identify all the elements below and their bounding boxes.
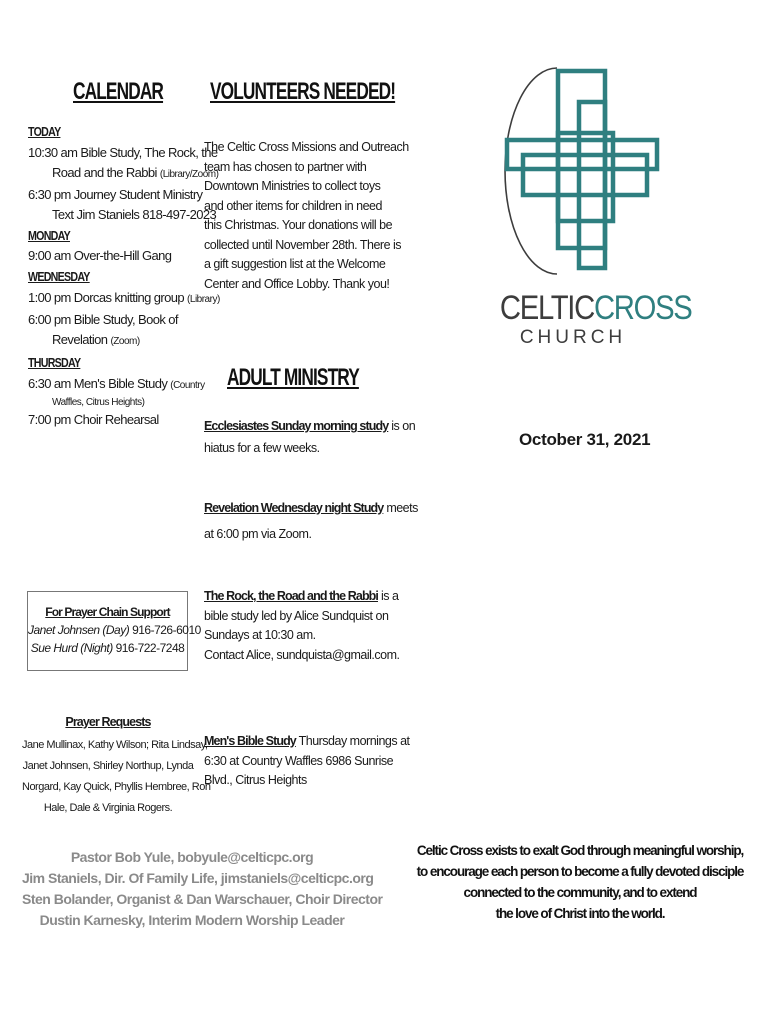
celtic-cross-icon — [495, 62, 675, 284]
thursday-event-1: 6:30 am Men's Bible Study (Country — [28, 376, 205, 391]
volunteers-line: Center and Office Lobby. Thank you! — [204, 276, 390, 291]
rock-block: The Rock, the Road and the Rabbi is a bible study led by Alice Sundquist on Sundays at 10:30 am. Contact Alice, sundquista@gmail.com. — [204, 587, 384, 665]
today-event-2-cont: Text Jim Staniels 818-497-2023 — [52, 207, 217, 222]
prayer-chain-contact: Janet Johnsen (Day) 916-726-6010 — [28, 623, 201, 637]
adult-ministry-title: ADULT MINISTRY — [227, 364, 359, 391]
staff-line: Dustin Karnesky, Interim Modern Worship Leader — [39, 912, 345, 928]
prayer-chain-box — [27, 591, 201, 671]
prayer-request-line: Norgard, Kay Quick, Phyllis Hembree, Ron — [22, 781, 211, 793]
volunteers-title: VOLUNTEERS NEEDED! — [210, 78, 396, 105]
mission-line: Celtic Cross exists to exalt God through meaningful worship, — [416, 843, 744, 858]
volunteers-line: this Christmas. Your donations will be — [204, 218, 393, 232]
bulletin-date: October 31, 2021 — [519, 430, 651, 449]
rock-line: Sundays at 10:30 am. — [204, 628, 316, 642]
rock-title: The Rock, the Road and the Rabbi — [204, 589, 378, 603]
prayer-request-line: Jane Mullinax, Kathy Wilson; Rita Lindsay, — [22, 739, 208, 751]
today-event-1-cont: Road and the Rabbi (Library/Zoom) — [52, 165, 219, 180]
monday-event-1: 9:00 am Over-the-Hill Gang — [28, 248, 172, 263]
prayer-requests — [22, 715, 211, 819]
thursday-event-2: 7:00 pm Choir Rehearsal — [28, 412, 159, 427]
volunteers-text — [204, 138, 409, 294]
rock-contact: Contact Alice, sundquista@gmail.com. — [204, 647, 400, 662]
ecclesiastes-title: Ecclesiastes Sunday morning study — [204, 419, 389, 433]
volunteers-line: team has chosen to partner with — [204, 159, 367, 174]
wednesday-event-1: 1:00 pm Dorcas knitting group (Library) — [28, 290, 220, 305]
logo-word-church: CHURCH — [519, 327, 627, 348]
wednesday-event-2: 6:00 pm Bible Study, Book of — [28, 312, 178, 327]
church-logo — [495, 62, 675, 284]
logo-word-cross: CROSS — [593, 289, 692, 327]
thursday-event-1-cont: Waffles, Citrus Heights) — [52, 397, 145, 408]
revelation-title: Revelation Wednesday night Study — [204, 501, 384, 515]
wednesday-event-2-cont: Revelation (Zoom) — [52, 332, 140, 347]
today-label: TODAY — [28, 124, 61, 139]
monday-label: MONDAY — [28, 228, 70, 243]
calendar-title: CALENDAR — [73, 78, 164, 105]
mens-title: Men's Bible Study — [204, 734, 296, 748]
mens-line: Blvd., Citrus Heights — [204, 773, 307, 787]
thursday-label: THURSDAY — [28, 355, 81, 370]
volunteers-line: and other items for children in need — [204, 198, 382, 213]
staff-list — [22, 847, 383, 931]
volunteers-line: collected until November 28th. There is — [204, 237, 402, 252]
mission-line: to encourage each person to become a fully devoted disciple — [416, 864, 744, 879]
logo-word-celtic: CELTIC — [499, 289, 594, 327]
prayer-requests-title: Prayer Requests — [65, 715, 151, 729]
mission-line: connected to the community, and to extend — [463, 885, 697, 900]
prayer-chain-contact: Sue Hurd (Night) 916-722-7248 — [30, 641, 185, 655]
today-event-2: 6:30 pm Journey Student Ministry — [28, 187, 203, 202]
today-event-1: 10:30 am Bible Study, The Rock, the — [28, 145, 218, 160]
mission-statement — [410, 840, 750, 924]
ecclesiastes-line: hiatus for a few weeks. — [204, 441, 320, 455]
prayer-chain-title: For Prayer Chain Support — [45, 605, 170, 619]
mission-line: the love of Christ into the world. — [495, 906, 665, 921]
volunteers-line: The Celtic Cross Missions and Outreach — [204, 140, 409, 154]
volunteers-line: Downtown Ministries to collect toys — [204, 179, 381, 193]
revelation-block: Revelation Wednesday night Study meets at 6:00 pm via Zoom. — [204, 495, 384, 547]
mens-line: 6:30 at Country Waffles 6986 Sunrise — [204, 753, 394, 768]
wednesday-label: WEDNESDAY — [28, 269, 90, 284]
logo-wordmark — [488, 289, 692, 349]
prayer-request-line: Janet Johnsen, Shirley Northup, Lynda — [22, 760, 194, 772]
rock-line: bible study led by Alice Sundquist on — [204, 608, 389, 623]
prayer-request-line: Hale, Dale & Virginia Rogers. — [43, 802, 173, 814]
volunteers-line: a gift suggestion list at the Welcome — [204, 257, 386, 271]
staff-line: Pastor Bob Yule, bobyule@celticpc.org — [70, 849, 314, 865]
staff-line: Sten Bolander, Organist & Dan Warschauer, Choir Director — [22, 891, 383, 907]
ecclesiastes-block: Ecclesiastes Sunday morning study is on hiatus for a few weeks. — [204, 415, 384, 459]
revelation-line: at 6:00 pm via Zoom. — [204, 527, 312, 541]
staff-line: Jim Staniels, Dir. Of Family Life, jimstaniels@celticpc.org — [22, 870, 374, 886]
calendar-list — [28, 124, 220, 430]
mens-block: Men's Bible Study Thursday mornings at 6:30 at Country Waffles 6986 Sunrise Blvd., Citrus Heights — [204, 732, 384, 791]
